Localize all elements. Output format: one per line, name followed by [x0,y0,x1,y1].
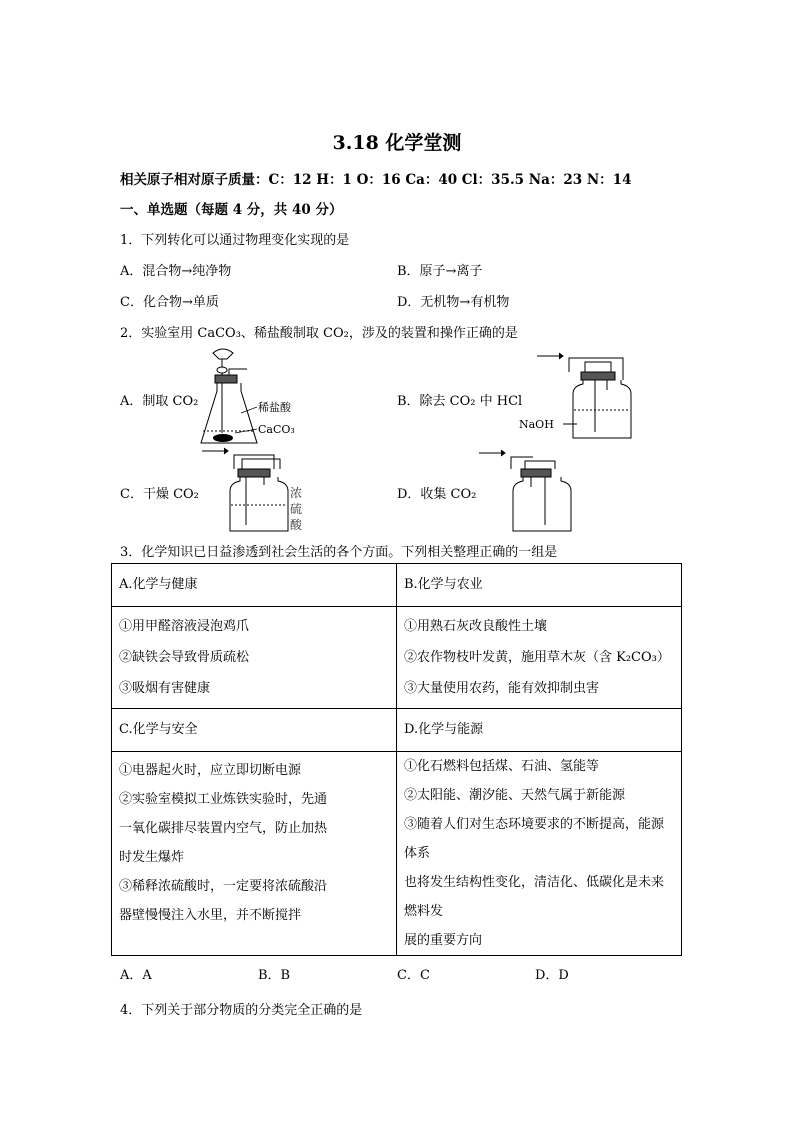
q2-option-d: D．收集 CO₂ [397,487,477,502]
caco3-label: CaCO₃ [258,423,295,436]
b-item-1: ①用熟石灰改良酸性土壤 [404,619,548,634]
cell-d-heading: D.化学与能源 [397,709,682,752]
c-item-1: ①电器起火时，应立即切断电源 [119,763,302,778]
apparatus-c-bottle-diagram [198,445,318,535]
q3-option-a: A．A [120,968,152,983]
q1-option-a: A．混合物→纯净物 [120,264,232,279]
d-item-2: ②太阳能、潮汐能、天然气属于新能源 [404,788,626,803]
cell-a-heading: A.化学与健康 [112,564,397,607]
q3-option-d: D．D [535,968,569,983]
d-item-1: ①化石燃料包括煤、石油、氢能等 [404,759,600,774]
q2-option-b: B．除去 CO₂ 中 HCl [397,394,523,409]
a-item-2: ②缺铁会导致骨质疏松 [119,650,250,665]
q1-option-b: B．原子→离子 [397,264,483,279]
c-item-2: ②实验室模拟工业炼铁实验时，先通 [119,792,328,807]
cell-c-items [112,752,397,956]
cell-b-heading: B.化学与农业 [397,564,682,607]
cell-c-heading: C.化学与安全 [112,709,397,752]
atomic-masses: 相关原子相对原子质量：C：12 H：1 O：16 Ca：40 Cl：35.5 Na：23 N：14 [120,172,632,188]
cell-d-items [397,752,682,956]
a-item-1: ①用甲醛溶液浸泡鸡爪 [119,619,250,634]
acid-label: 稀盐酸 [258,401,291,414]
a-item-3: ③吸烟有害健康 [119,681,211,696]
d-item-4: 也将发生结构性变化，清洁化、低碳化是未来燃料发 [404,875,665,919]
h2so4-label-3: 酸 [290,518,303,532]
d-item-3: ③随着人们对生态环境要求的不断提高，能源体系 [404,817,665,861]
q3-option-b: B．B [258,968,291,983]
c-item-6: 器壁慢慢注入水里，并不断搅拌 [119,908,302,923]
d-item-5: 展的重要方向 [404,933,483,948]
q1-option-d: D．无机物→有机物 [397,295,510,310]
q2-stem: 2．实验室用 CaCO₃、稀盐酸制取 CO₂，涉及的装置和操作正确的是 [120,326,518,341]
section-heading: 一、单选题（每题 4 分，共 40 分） [120,202,343,218]
q1-stem: 1．下列转化可以通过物理变化实现的是 [120,233,350,248]
q4-stem: 4．下列关于部分物质的分类完全正确的是 [120,1003,363,1018]
q1-option-c: C．化合物→单质 [120,295,219,310]
cell-a-items [112,607,397,709]
c-item-5: ③稀释浓硫酸时，一定要将浓硫酸沿 [119,879,328,894]
h2so4-label-2: 硫 [290,502,303,516]
c-item-4: 时发生爆炸 [119,850,185,865]
naoh-label: NaOH [519,418,554,431]
q3-option-c: C．C [397,968,430,983]
b-item-3: ③大量使用农药，能有效抑制虫害 [404,681,600,696]
h2so4-label-1: 浓 [290,486,303,500]
b-item-2: ②农作物枝叶发黄，施用草木灰（含 K₂CO₃） [404,650,670,665]
page-title: 3.18 化学堂测 [332,132,462,154]
apparatus-b-bottle-diagram [515,350,635,445]
q3-stem: 3．化学知识已日益渗透到社会生活的各个方面。下列相关整理正确的一组是 [120,545,558,560]
q3-table [111,563,682,956]
apparatus-d-bottle-diagram [475,445,585,535]
c-item-3: 一氧化碳排尽装置内空气，防止加热 [119,821,328,836]
q2-option-c: C．干燥 CO₂ [120,487,199,502]
cell-b-items [397,607,682,709]
q2-option-a: A．制取 CO₂ [120,394,199,409]
apparatus-a-flask-diagram [195,345,305,450]
